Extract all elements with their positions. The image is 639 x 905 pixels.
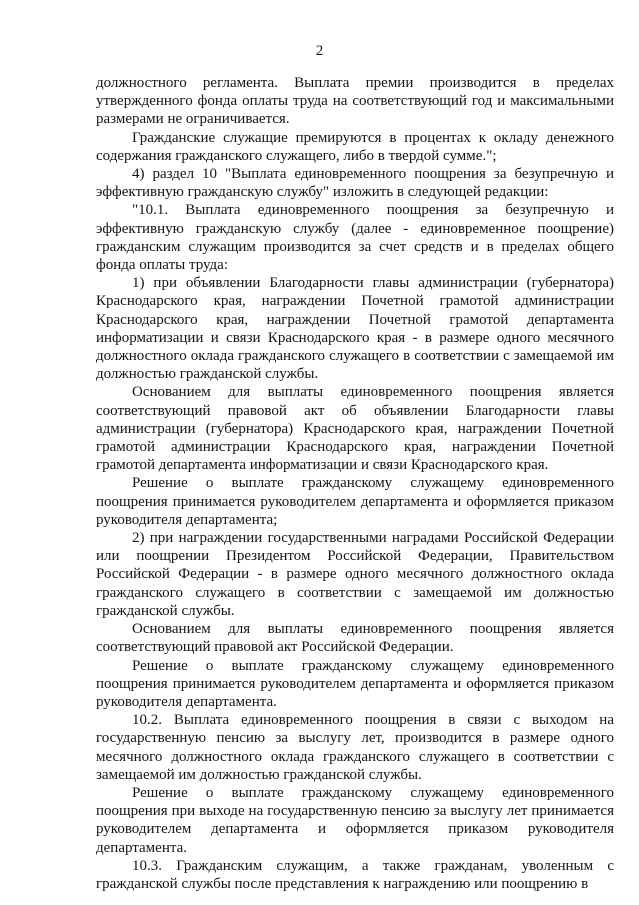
paragraph-12: Решение о выплате гражданскому служащему единовременного поощрения при выходе на государственную пенсию за выслугу лет принимается руководителем департамента и оформляется приказом руководителя департамента. — [96, 784, 614, 856]
paragraph-11: 10.2. Выплата единовременного поощрения в связи с выходом на государственную пенсию за выслугу лет, производится в размере одного месячного должностного оклада гражданского служащего в соответствии с замещаемой им должностью гражданской службы. — [96, 712, 614, 783]
paragraph-8: 2) при награждении государственными наградами Российской Федерации или поощрении Президентом Российской Федерации, Правительством Российской Федерации - в размере одного месячного должностного оклада гражданского служащего в соответствии с замещаемой им должностью гражданской службы. — [96, 530, 614, 619]
paragraph-6: Основанием для выплаты единовременного поощрения является соответствующий правовой акт об объявлении Благодарности главы администрации (губернатора) Краснодарского края, награждении Почетной грамотой администрации Краснодарского края, награждении Почетной грамотой департамента информатизации и связи Краснодарского края. — [96, 384, 614, 474]
paragraph-3: 4) раздел 10 "Выплата единовременного поощрения за безупречную и эффективную гражданскую службу" изложить в следующей редакции: — [96, 166, 614, 201]
paragraph-5: 1) при объявлении Благодарности главы администрации (губернатора) Краснодарского края, награждении Почетной грамотой администрации Краснодарского края, награждении Почетной грамотой департамента информатизации и связи Краснодарского края - в размере одного месячного должностного оклада гражданского служащего в соответствии с замещаемой им должностью гражданской службы. — [96, 275, 614, 383]
paragraph-4: "10.1. Выплата единовременного поощрения за безупречную и эффективную гражданскую службу (далее - единовременное поощрение) гражданским служащим производится за счет средств и в пределах общего фонда оплаты труда: — [96, 202, 614, 274]
paragraph-13: 10.3. Гражданским служащим, а также гражданам, уволенным с гражданской службы после представления к награждению или поощрению в — [96, 857, 614, 892]
paragraph-7: Решение о выплате гражданскому служащему единовременного поощрения принимается руководителем департамента и оформляется приказом руководителя департамента; — [96, 475, 614, 528]
paragraph-1: должностного регламента. Выплата премии производится в пределах утвержденного фонда оплаты труда на соответствующий год и максимальными размерами не ограничивается. — [96, 75, 614, 128]
paragraph-10: Решение о выплате гражданскому служащему единовременного поощрения принимается руководителем департамента и оформляется приказом руководителя департамента. — [96, 657, 614, 710]
paragraph-2: Гражданские служащие премируются в процентах к окладу денежного содержания гражданского служащего, либо в твердой сумме."; — [96, 129, 614, 164]
page-number: 2 — [315, 43, 324, 59]
paragraph-9: Основанием для выплаты единовременного поощрения является соответствующий правовой акт Российской Федерации. — [96, 621, 614, 656]
document-body — [96, 74, 614, 893]
